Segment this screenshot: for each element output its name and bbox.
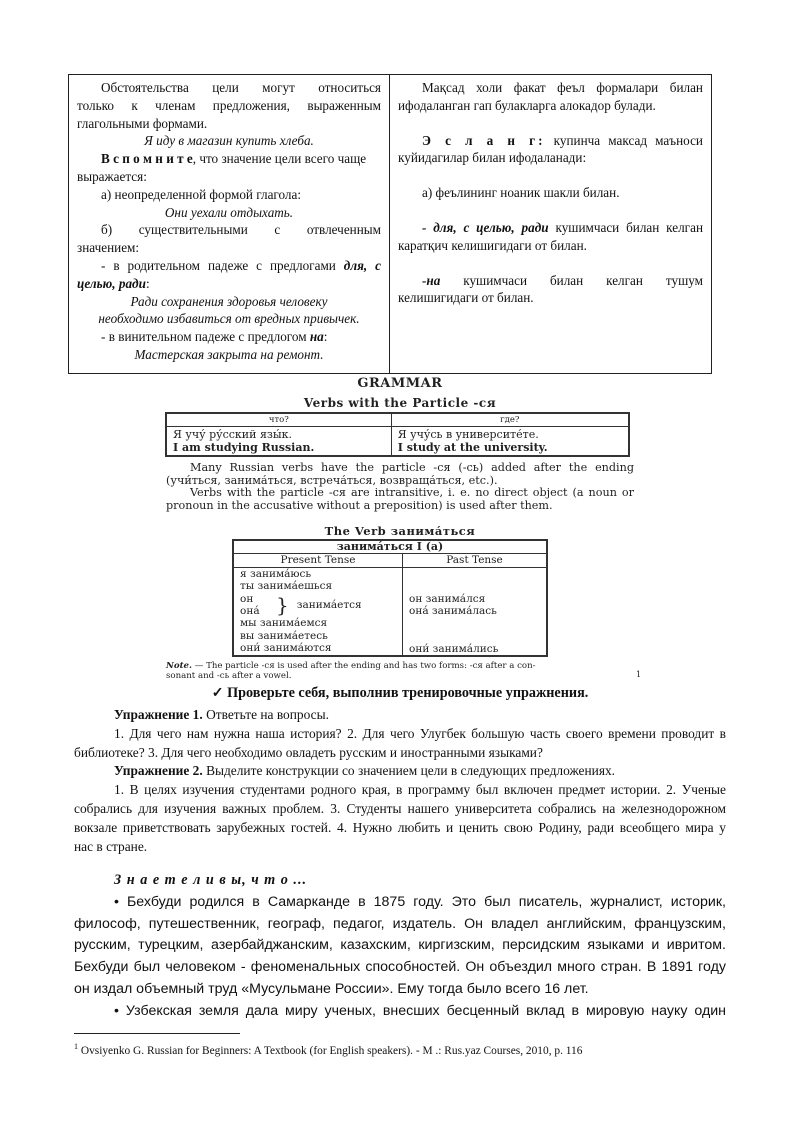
past-header: Past Tense: [403, 554, 548, 567]
text-line: значением:: [77, 240, 140, 256]
present-header: Present Tense: [233, 554, 403, 567]
exercise-text: собрались для изучения важных проблем. 3. Студенты нашего университета собрались на железнодорожном: [74, 801, 726, 816]
note-text: sonant and -сь after a vowel.: [166, 671, 292, 681]
note-line: [398, 132, 703, 150]
text-line: а) феълининг ноаник шакли билан.: [422, 185, 620, 201]
grammar-note: [166, 661, 636, 681]
verb-form: он занима́лся: [409, 592, 486, 605]
text-line: ифодаланган гап булакларга алокадор булади.: [398, 97, 656, 113]
preposition: на: [309, 329, 324, 345]
footnote-rule: [74, 1033, 240, 1034]
exercise-text: 1. Для чего нам нужна наша история? 2. Для чего Улугбек большую часть своего времени проводит в: [114, 726, 726, 741]
verb-form: она́ занима́лась: [409, 605, 497, 618]
footnote: [74, 1042, 582, 1057]
text-line: каратқич келишигидаги от билан.: [398, 237, 587, 253]
exercise-text: вокзале приветствовать зарубежных гостей. 4. Нужно любить и ценить свою Родину, ради всеобщего мира у: [74, 820, 726, 835]
example-cell: [166, 427, 391, 457]
english-example: I am studying Russian.: [173, 441, 315, 454]
present-forms: [233, 567, 403, 656]
did-you-know-section: [74, 870, 726, 1023]
text-span: - в винительном падеже с предлогом: [101, 329, 310, 345]
preposition-list: целью, ради: [77, 275, 146, 291]
brace-icon: }: [276, 593, 289, 618]
grammar-comparison-table: [68, 74, 712, 374]
russian-example: Я учу́сь в университе́те.: [397, 428, 539, 441]
note-text: — The particle -ся is used after the ending and has two forms: -ся after a con-: [192, 661, 536, 671]
exercise-text: 1. В целях изучения студентами родного края, в программу был включен предмет истории. 2. Ученые: [114, 782, 726, 797]
footnote-marker: 1: [636, 670, 642, 679]
example-sentence: Ради сохранения здоровья человеку: [130, 293, 328, 309]
preposition-list: для, с: [343, 257, 381, 273]
preposition: -на: [422, 272, 441, 288]
russian-column: [69, 75, 390, 373]
uzbek-column: [390, 75, 711, 373]
example-sentence: Они уехали отдыхать.: [164, 204, 294, 220]
grammar-subtitle: Verbs with the Particle -ся: [303, 396, 497, 410]
text-line: выражается:: [77, 168, 147, 184]
text-span: кушимчаси билан келган: [548, 219, 704, 235]
accusative-line: [77, 328, 381, 346]
footnote-marker: 1: [74, 1042, 78, 1051]
verb-form: они́ занима́лись: [409, 642, 499, 655]
text-span: :: [323, 329, 328, 345]
verb-form-group: [240, 593, 396, 618]
verb-form: мы занима́емся: [240, 617, 328, 630]
did-you-know-heading: З н а е т е л и в ы, ч т о ...: [114, 872, 308, 888]
text-line: [398, 219, 703, 237]
text-line: Мақсад холи факат феъл формалари билан: [422, 80, 703, 95]
verb-form: вы занима́етесь: [240, 629, 328, 642]
pronoun: она́: [240, 605, 260, 618]
text-line: а) неопределенной формой глагола:: [101, 186, 302, 202]
question-cell: где?: [391, 413, 629, 427]
remember-word: В с п о м н и т е: [101, 151, 193, 167]
example-sentence: Я иду в магазин купить хлеба.: [144, 133, 314, 149]
genitive-line-cont: [77, 275, 381, 293]
example-sentence: необходимо избавиться от вредных привычек.: [98, 311, 360, 327]
text-line: только к членам предложения, выраженным: [77, 97, 381, 113]
exercise-2: [74, 761, 726, 856]
text-line: б) существительными с отвлеченным: [101, 222, 381, 238]
preposition-list: - для, с целью, ради: [422, 219, 549, 235]
note-word: Э с л а н г:: [422, 132, 546, 148]
self-check-heading: ✓ Проверьте себя, выполнив тренировочные упражнения.: [211, 685, 589, 701]
text-line: келишигидаги от билан.: [398, 290, 534, 306]
exercise-label: Упражнение 2.: [114, 763, 203, 778]
example-cell: [391, 427, 629, 457]
text-span: - в родительном падеже с предлогами: [101, 257, 344, 273]
question-cell: что?: [166, 413, 391, 427]
text-line: [398, 272, 703, 290]
exercise-task: Ответьте на вопросы.: [202, 707, 329, 722]
exercise-text: библиотеке? 3. Для чего необходимо овладеть русским и иностранными языками?: [74, 745, 543, 760]
paragraph: • Узбекская земля дала миру ученых, внесших бесценный вклад в мировую науку один: [114, 1002, 726, 1019]
conjugation-header: занима́ться I (а): [233, 540, 547, 554]
text-span: кушимчаси билан келган тушум: [440, 272, 703, 288]
text-span: :: [145, 275, 150, 291]
grammar-title: GRAMMAR: [357, 376, 443, 391]
exercise-task: Выделите конструкции со значением цели в следующих предложениях.: [202, 763, 616, 778]
text-span: купинча максад маъноси: [545, 132, 703, 148]
conjugation-table: [232, 539, 548, 657]
verb-form: я занима́юсь: [240, 567, 312, 580]
text-span: , что значение цели всего чаще: [192, 151, 367, 167]
verb-form: они́ занима́ются: [240, 642, 332, 655]
genitive-line: [77, 257, 381, 275]
example-sentence: Мастерская закрыта на ремонт.: [134, 346, 324, 362]
note-label: Note.: [166, 661, 193, 671]
verb-form: занима́ется: [296, 598, 362, 611]
footnote-text: Ovsiyenko G. Russian for Beginners: A Textbook (for English speakers). - M .: Rus.yaz Courses, 2010, p. 116: [78, 1044, 583, 1057]
example-table: [165, 412, 630, 457]
paragraph: Verbs with the particle -ся are intransitive, i. e. no direct object (a noun or pronoun in the accusative without a preposition) is used after them.: [166, 486, 634, 512]
pronoun: он: [240, 592, 254, 605]
paragraph: Many Russian verbs have the particle -ся (-сь) added after the ending (учи́ться, занима́ться, встреча́ться, возвраща́ться, etc.).: [166, 461, 634, 487]
exercise-text: нас в стране.: [74, 839, 148, 854]
verb-title: The Verb занима́ться: [324, 524, 476, 538]
text-line: куйидагилар билан ифодаланади:: [398, 150, 587, 166]
russian-example: Я учу́ ру́сский язы́к.: [173, 428, 293, 441]
exercise-label: Упражнение 1.: [114, 707, 203, 722]
text-line: глагольными формами.: [77, 115, 208, 131]
past-forms: [403, 567, 548, 656]
paragraph: • Бехбуди родился в Самарканде в 1875 году. Это был писатель, журналист, историк, философ, путешественник, географ, педагог, издатель. Он владел английским, французским, русским, турецким, азербайджанским, казахским, киргизским, персидским языками и ивритом. Бехбуди был человеком - феноменальных способностей. Он объездил много стран. В 1891 году он издал объемный труд «Мусульмане России». Ему тогда было всего 16 лет.: [74, 893, 726, 997]
exercise-1: [74, 705, 726, 762]
text-line: Обстоятельства цели могут относиться: [101, 80, 381, 95]
verb-form: ты занима́ешься: [240, 580, 333, 593]
english-example: I study at the university.: [397, 441, 548, 454]
remember-line: [77, 150, 381, 168]
grammar-explanation: [166, 462, 634, 512]
grammar-scan-excerpt: [160, 376, 642, 681]
